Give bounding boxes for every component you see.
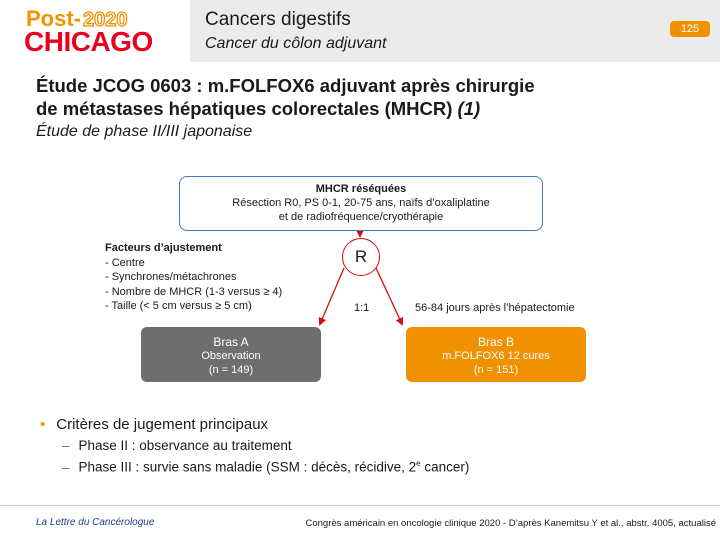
arm-b-box (406, 327, 586, 382)
logo-line2: CHICAGO (24, 26, 153, 57)
arrow-to-arm-b (376, 268, 402, 324)
randomization-circle: R (342, 238, 380, 276)
slide-title-line1: Étude JCOG 0603 : m.FOLFOX6 adjuvant après chirurgie (36, 75, 535, 96)
dash-icon: – (62, 438, 70, 453)
population-box (179, 176, 543, 231)
arm-a-n: (n = 149) (208, 364, 254, 376)
arm-b-treatment: m.FOLFOX6 12 cures (442, 350, 550, 362)
header-subtitle: Cancer du côlon adjuvant (205, 35, 387, 52)
logo-line1: Post- 2020 (26, 6, 128, 31)
population-line1: Résection R0, PS 0-1, 20-75 ans, naïfs d’oxaliplatine (232, 197, 490, 209)
header-title: Cancers digestifs (205, 9, 351, 30)
randomization-ratio: 1:1 (354, 302, 370, 314)
factor-item: - Centre (105, 256, 145, 269)
factors-title: Facteurs d’ajustement (105, 242, 222, 254)
adjustment-factors (105, 241, 282, 314)
footer-journal: La Lettre du Cancérologue (36, 517, 155, 528)
slide-subtitle: Étude de phase II/III japonaise (36, 123, 253, 140)
bullet-icon: • (40, 416, 46, 433)
population-line2: et de radiofréquence/cryothérapie (278, 211, 444, 223)
randomization-delay: 56-84 jours après l’hépatectomie (415, 302, 575, 314)
factor-item: - Synchrones/métachrones (105, 271, 237, 283)
footer-reference: Congrès américain en oncologie clinique 2020 - D’après Kanemitsu Y et al., abstr. 4005, actualisé (305, 518, 716, 529)
arm-a-treatment: Observation (201, 350, 261, 362)
population-title: MHCR réséquées (315, 183, 407, 195)
criteria-phase2: – Phase II : observance au traitement (62, 438, 292, 453)
slide-title-line2: de métastases hépatiques colorectales (MHCR) (1) (36, 98, 481, 119)
factor-item: - Nombre de MHCR (1-3 versus ≥ 4) (105, 285, 283, 298)
criteria-phase3: – Phase III : survie sans maladie (SSM : décès, récidive, 2e cancer) (62, 459, 470, 475)
factor-item: - Taille (< 5 cm versus ≥ 5 cm) (105, 300, 252, 312)
footer-divider (0, 505, 720, 506)
arm-a-title: Bras A (213, 335, 249, 349)
dash-icon: – (62, 459, 70, 475)
arm-b-title: Bras B (477, 335, 514, 349)
arm-b-n: (n = 151) (473, 364, 519, 376)
criteria-heading: • Critères de jugement principaux (40, 416, 269, 433)
arm-a-box (141, 327, 321, 382)
arrow-to-arm-a (320, 268, 344, 324)
page-number-badge: 125 (670, 21, 710, 37)
title-reference: (1) (457, 98, 481, 119)
